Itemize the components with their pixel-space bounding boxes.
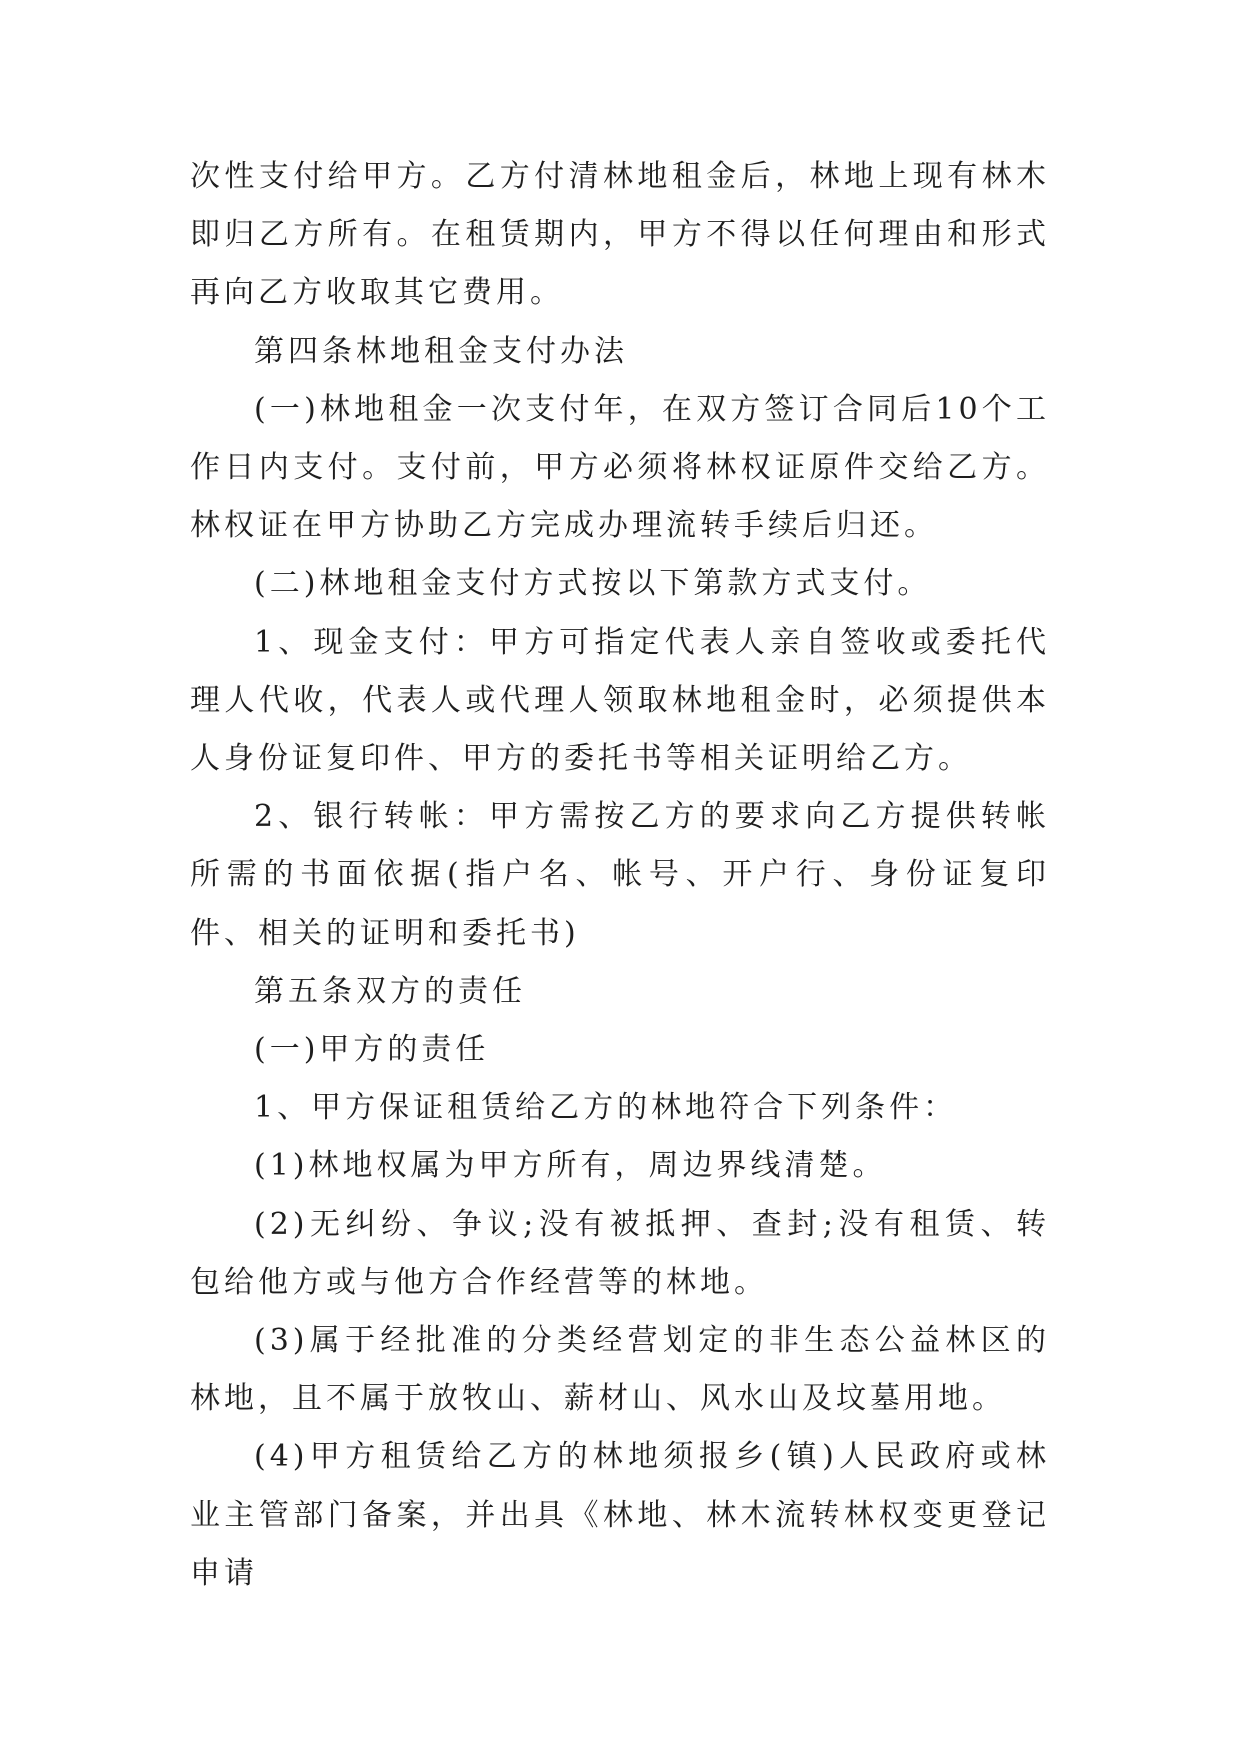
subheading-party-a-responsibility: (一)甲方的责任 xyxy=(254,1032,490,1068)
paragraph-cash-payment: 1、现金支付：甲方可指定代表人亲自签收或委托代理人代收，代表人或代理人领取林地租金时，必须提供本人身份证复印件、甲方的委托书等相关证明给乙方。 xyxy=(190,624,1050,777)
paragraph-article-4-item-2: (二)林地租金支付方式按以下第款方式支付。 xyxy=(254,566,932,602)
paragraph-party-a-guarantee: 1、甲方保证租赁给乙方的林地符合下列条件： xyxy=(254,1090,958,1126)
heading-article-4: 第四条林地租金支付办法 xyxy=(254,333,628,369)
paragraph-bank-transfer: 2、银行转帐：甲方需按乙方的要求向乙方提供转帐所需的书面依据(指户名、帐号、开户行、身份证复印件、相关的证明和委托书) xyxy=(190,799,1050,951)
paragraph-rent-payment-continuation: 次性支付给甲方。乙方付清林地租金后，林地上现有林木即归乙方所有。在租赁期内，甲方不得以任何理由和形式再向乙方收取其它费用。 xyxy=(190,159,1050,311)
list-item-condition-1: (1)林地权属为甲方所有，周边界线清楚。 xyxy=(254,1148,887,1184)
heading-article-5: 第五条双方的责任 xyxy=(254,973,526,1009)
document-body xyxy=(190,148,1050,1603)
list-item-condition-3: (3)属于经批准的分类经营划定的非生态公益林区的林地，且不属于放牧山、薪材山、风水山及坟墓用地。 xyxy=(190,1323,1050,1417)
list-item-condition-2: (2)无纠纷、争议;没有被抵押、查封;没有租赁、转包给他方或与他方合作经营等的林地。 xyxy=(190,1206,1050,1300)
list-item-condition-4: (4)甲方租赁给乙方的林地须报乡(镇)人民政府或林业主管部门备案，并出具《林地、林木流转林权变更登记申请 xyxy=(190,1439,1050,1591)
paragraph-article-4-item-1: (一)林地租金一次支付年，在双方签订合同后10个工作日内支付。支付前，甲方必须将林权证原件交给乙方。林权证在甲方协助乙方完成办理流转手续后归还。 xyxy=(190,391,1050,544)
